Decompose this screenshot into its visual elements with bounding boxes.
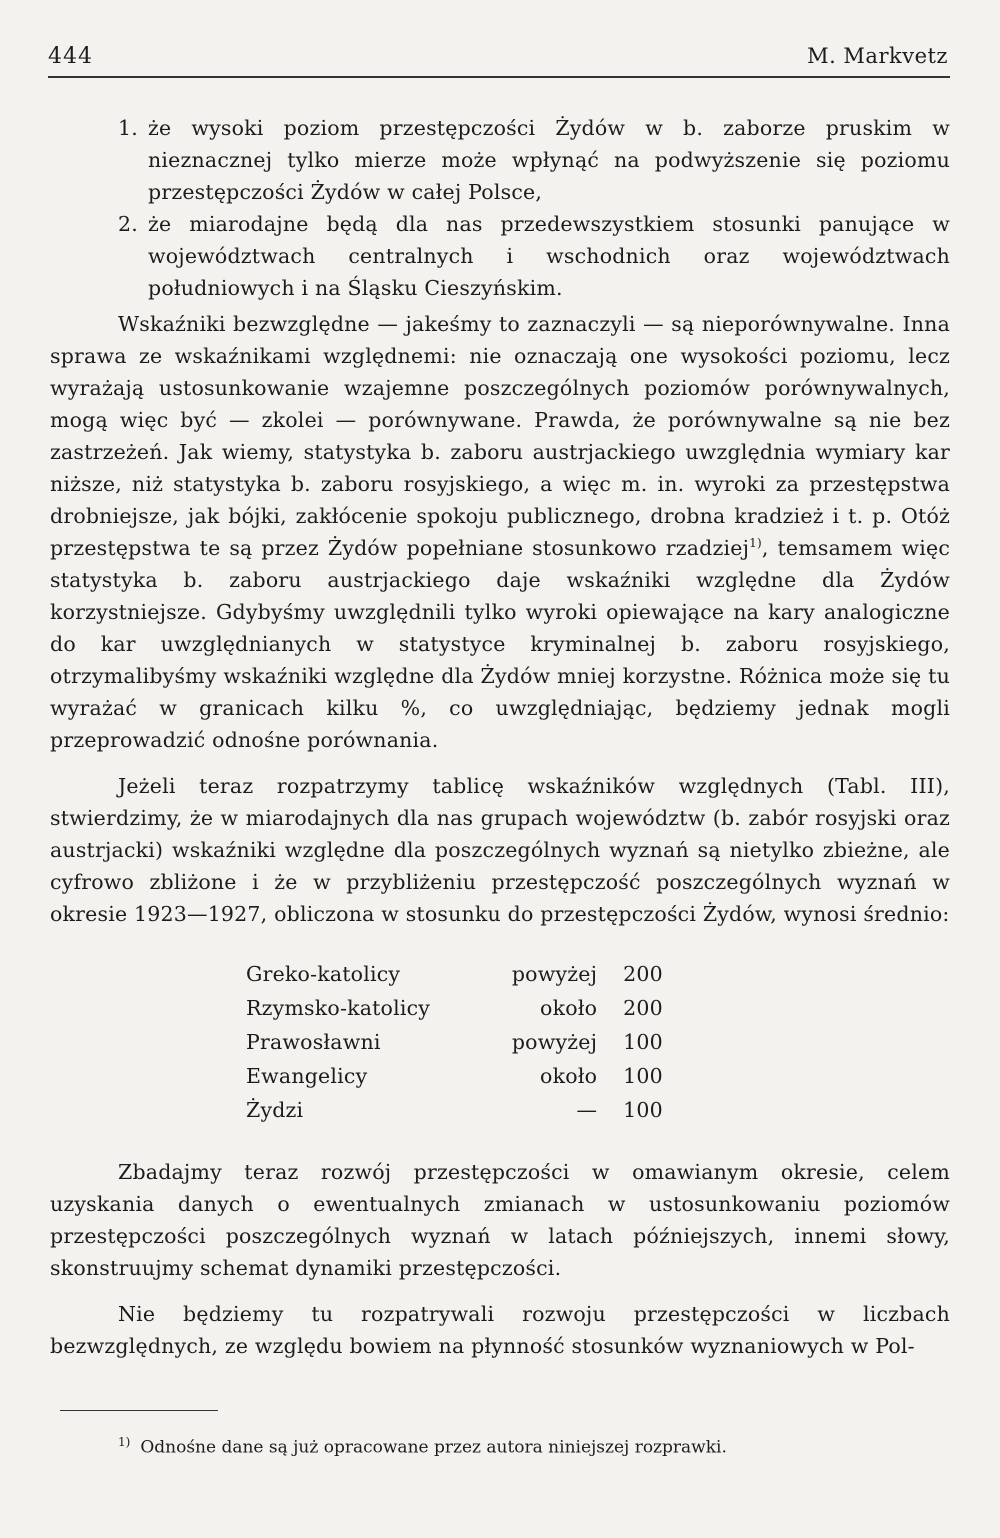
footnote-mark: 1)	[118, 1435, 131, 1449]
value: 100	[623, 1030, 663, 1054]
denomination-table	[246, 958, 706, 1128]
value: 200	[623, 996, 663, 1020]
footnote-text: Odnośne dane są już opracowane przez autora niniejszej rozprawki.	[140, 1437, 727, 1458]
paragraph-comparison: Jeżeli teraz rozpatrzymy tablicę wskaźników względnych (Tabl. III), stwierdzimy, że w miarodajnych dla nas grupach województw (b. zabór rosyjski oraz austrjacki) wskaźniki względne dla poszczególnych wyznań są nietylko zbieżne, ale cyfrowo zbliżone i że w przybliżeniu przestępczość poszczególnych wyznań w okresie 1923—1927, obliczona w stosunku do przestępczości Żydów, wynosi średnio:	[50, 774, 950, 926]
list-item	[50, 112, 950, 208]
denomination-name: Ewangelicy	[246, 1064, 368, 1088]
page-number: 444	[48, 44, 93, 69]
denomination-name: Prawosławni	[246, 1030, 381, 1054]
footnote-reference: 1)	[749, 536, 762, 551]
paragraph-text: Wskaźniki bezwzględne — jakeśmy to zaznaczyli — są nieporównywalne. Inna sprawa ze wskaźnikami względnemi: nie oznaczają one wysokości poziomu, lecz wyrażają ustosunkowanie wzajemne poszczególnych poziomów porównywalnych, mogą więc być — zkolei — porównywane. Prawda, że porównywalne są nie bez zastrzeżeń. Jak wiemy, statystyka b. zaboru austrjackiego uwzględnia wymiary kar niższe, niż statystyka b. zaboru rosyjskiego, a więc m. in. wyroki za przestępstwa drobniejsze, jak bójki, zakłócenie spokoju publicznego, drobna kradzież i t. p. Otóż przestępstwa te są przez Żydów popełniane stosunkowo rzadziej	[50, 312, 950, 560]
table-row	[246, 992, 706, 1026]
numbered-list	[50, 112, 950, 304]
qualifier: około	[540, 1064, 598, 1088]
qualifier: powyżej	[511, 1030, 598, 1054]
body-text	[50, 112, 950, 1362]
denomination-name: Greko-katolicy	[246, 962, 401, 986]
value: 100	[623, 1098, 663, 1122]
denomination-name: Rzymsko-katolicy	[246, 996, 431, 1020]
list-item-number: 1.	[118, 116, 138, 140]
denomination-name: Żydzi	[246, 1098, 304, 1122]
footnote	[118, 1430, 918, 1460]
list-item	[50, 208, 950, 304]
page-header	[48, 44, 948, 74]
list-item-number: 2.	[118, 212, 138, 236]
header-rule	[48, 76, 950, 78]
list-item-text: że miarodajne będą dla nas przedewszystkiem stosunki panujące w województwach centralnych i wschodnich oraz województwach południowych i na Śląsku Cieszyńskim.	[148, 212, 950, 300]
paragraph-absolute-numbers: Nie będziemy tu rozpatrywali rozwoju przestępczości w liczbach bezwzględnych, ze względu bowiem na płynność stosunków wyznaniowych w Pol-	[50, 1302, 950, 1358]
value: 100	[623, 1064, 663, 1088]
table-row	[246, 958, 706, 992]
qualifier: —	[576, 1098, 598, 1122]
running-head: M. Markvetz	[807, 44, 948, 68]
paragraph-indices	[50, 308, 950, 756]
qualifier: powyżej	[511, 962, 598, 986]
table-row	[246, 1026, 706, 1060]
paragraph-dynamics: Zbadajmy teraz rozwój przestępczości w omawianym okresie, celem uzyskania danych o ewentualnych zmianach w ustosunkowaniu poziomów przestępczości poszczególnych wyznań w latach późniejszych, innemi słowy, skonstruujmy schemat dynamiki przestępczości.	[50, 1160, 950, 1280]
value: 200	[623, 962, 663, 986]
footnote-rule	[60, 1410, 218, 1411]
table-row	[246, 1060, 706, 1094]
table-row	[246, 1094, 706, 1128]
paragraph-text: , temsamem więc statystyka b. zaboru austrjackiego daje wskaźniki względne dla Żydów korzystniejsze. Gdybyśmy uwzględnili tylko wyroki opiewające na kary analogiczne do kar uwzględnianych w statystyce kryminalnej b. zaboru rosyjskiego, otrzymalibyśmy wskaźniki względne dla Żydów mniej korzystne. Różnica może się tu wyrażać w granicach kilku %, co uwzględniając, będziemy jednak mogli przeprowadzić odnośne porównania.	[50, 536, 951, 752]
qualifier: około	[540, 996, 598, 1020]
list-item-text: że wysoki poziom przestępczości Żydów w b. zaborze pruskim w nieznacznej tylko mierze może wpłynąć na podwyższenie się poziomu przestępczości Żydów w całej Polsce,	[148, 116, 950, 204]
